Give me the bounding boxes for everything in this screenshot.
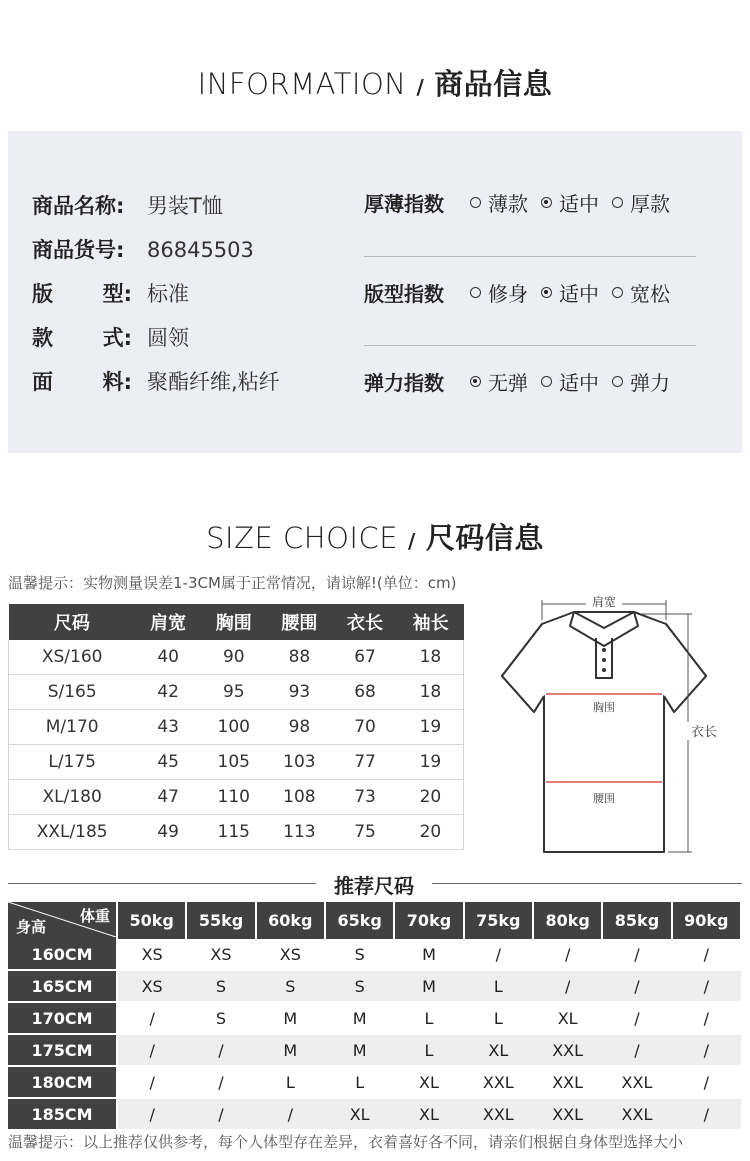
recommended-size-cell: XS — [186, 939, 255, 970]
recommended-size-cell: / — [186, 1066, 255, 1098]
table-cell: 93 — [267, 675, 333, 710]
size-column-header: 腰围 — [267, 604, 333, 640]
size-column-header: 尺码 — [9, 604, 136, 640]
size-column-header: 袖长 — [398, 604, 464, 640]
size-title-en: SIZE CHOICE — [206, 521, 399, 555]
recommended-size-cell: XXL — [602, 1066, 671, 1098]
table-cell: 88 — [267, 640, 333, 675]
radio-icon — [612, 376, 623, 387]
option-loose: 宽松 — [612, 278, 670, 307]
waist-label: 腰围 — [593, 792, 615, 805]
radio-selected-icon — [541, 287, 552, 298]
recommended-size-cell: S — [325, 970, 394, 1002]
recommended-size-cell: M — [325, 1002, 394, 1034]
table-cell: 67 — [332, 640, 398, 675]
table-cell: 19 — [398, 745, 464, 780]
corner-weight-label: 体重 — [79, 907, 110, 925]
info-title-zh: 商品信息 — [434, 67, 553, 101]
size-column-header: 衣长 — [332, 604, 398, 640]
recommended-size-cell: M — [325, 1034, 394, 1066]
info-title-en: INFORMATION — [197, 67, 407, 101]
table-row — [9, 710, 464, 745]
height-row-header: 165CM — [8, 970, 117, 1002]
recommended-size-cell: XXL — [602, 1098, 671, 1130]
table-row — [9, 640, 464, 675]
table-row — [8, 939, 741, 970]
table-cell: XS/160 — [9, 640, 136, 675]
table-row — [8, 970, 741, 1002]
measurement-hint: 温馨提示：实物测量误差1-3CM属于正常情况，请谅解!(单位：cm) — [8, 574, 457, 592]
recommended-size-cell: / — [117, 1066, 186, 1098]
table-cell: S/165 — [9, 675, 136, 710]
size-column-header: 肩宽 — [135, 604, 201, 640]
divider — [364, 256, 696, 257]
detail-label: 面 料: — [32, 370, 132, 394]
table-cell: 95 — [201, 675, 267, 710]
table-row — [8, 1002, 741, 1034]
recommended-size-cell: L — [256, 1066, 325, 1098]
detail-label: 款 式: — [32, 326, 132, 350]
recommended-size-cell: XXL — [533, 1034, 602, 1066]
divider — [364, 345, 696, 346]
detail-label: 版 型: — [32, 282, 132, 306]
chest-label: 胸围 — [593, 701, 615, 714]
recommended-size-cell: XL — [533, 1002, 602, 1034]
recommended-size-cell: / — [117, 1098, 186, 1130]
size-title-separator: / — [408, 529, 416, 553]
size-table — [8, 604, 464, 850]
index-row-stretch — [364, 367, 696, 396]
detail-label: 商品名称: — [32, 194, 125, 218]
option-thick: 厚款 — [612, 188, 670, 217]
divider — [8, 883, 316, 884]
index-row-thickness — [364, 188, 696, 217]
table-cell: 19 — [398, 710, 464, 745]
table-cell: 90 — [201, 640, 267, 675]
recommended-size-cell: / — [672, 1034, 741, 1066]
table-cell: 20 — [398, 815, 464, 850]
recommended-size-cell: XS — [117, 970, 186, 1002]
size-column-header: 胸围 — [201, 604, 267, 640]
index-label: 厚薄指数 — [364, 192, 444, 216]
detail-value: 圆领 — [147, 326, 189, 350]
recommended-size-cell: S — [186, 1002, 255, 1034]
recommended-size-cell: L — [464, 1002, 533, 1034]
recommend-table — [8, 902, 742, 1131]
button — [602, 648, 606, 652]
recommended-size-cell: M — [394, 970, 463, 1002]
recommended-size-cell: / — [602, 970, 671, 1002]
weight-column-header: 90kg — [672, 902, 741, 939]
table-row — [9, 745, 464, 780]
corner-cell — [8, 902, 117, 939]
table-cell: 45 — [135, 745, 201, 780]
detail-value: 标准 — [147, 282, 189, 306]
table-cell: 108 — [267, 780, 333, 815]
weight-column-header: 55kg — [186, 902, 255, 939]
table-cell: 68 — [332, 675, 398, 710]
recommended-size-cell: XS — [117, 939, 186, 970]
recommended-size-cell: M — [256, 1034, 325, 1066]
weight-column-header: 65kg — [325, 902, 394, 939]
detail-label: 商品货号: — [32, 238, 125, 262]
size-table-header — [9, 604, 464, 640]
weight-column-header: 50kg — [117, 902, 186, 939]
table-cell: 77 — [332, 745, 398, 780]
recommend-table-body — [8, 939, 741, 1130]
size-table-body — [9, 640, 464, 850]
detail-style-row — [32, 322, 189, 352]
table-cell: 42 — [135, 675, 201, 710]
detail-fabric-row — [32, 366, 280, 396]
left-sleeve — [502, 624, 544, 712]
recommended-size-cell: / — [672, 970, 741, 1002]
radio-icon — [470, 287, 481, 298]
radio-icon — [612, 287, 623, 298]
table-cell: 113 — [267, 815, 333, 850]
recommended-size-cell: / — [117, 1002, 186, 1034]
recommended-size-cell: / — [672, 1002, 741, 1034]
corner-height-label: 身高 — [16, 918, 47, 936]
height-row-header: 175CM — [8, 1034, 117, 1066]
table-row — [8, 1066, 741, 1098]
size-title-zh: 尺码信息 — [425, 521, 544, 555]
recommended-size-cell: / — [602, 1034, 671, 1066]
length-label: 衣长 — [690, 725, 718, 740]
table-cell: 105 — [201, 745, 267, 780]
option-no-stretch: 无弹 — [470, 367, 528, 396]
option-stretch: 弹力 — [612, 367, 670, 396]
recommended-size-cell: / — [672, 939, 741, 970]
table-row — [9, 815, 464, 850]
recommended-size-cell: XL — [464, 1034, 533, 1066]
radio-icon — [470, 197, 481, 208]
option-medium: 适中 — [541, 188, 599, 217]
recommended-size-cell: L — [464, 970, 533, 1002]
recommended-size-cell: XXL — [464, 1098, 533, 1130]
recommended-size-cell: / — [533, 970, 602, 1002]
weight-column-header: 75kg — [464, 902, 533, 939]
recommended-size-cell: / — [672, 1066, 741, 1098]
recommended-size-cell: / — [186, 1034, 255, 1066]
recommend-footnote: 温馨提示：以上推荐仅供参考，每个人体型存在差异，衣着喜好各不同，请亲们根据自身体型选择大小 — [8, 1133, 684, 1151]
height-row-header: 160CM — [8, 939, 117, 970]
table-cell: 115 — [201, 815, 267, 850]
recommended-size-cell: / — [602, 939, 671, 970]
recommended-size-cell: M — [394, 939, 463, 970]
detail-value: 男装T恤 — [147, 194, 223, 218]
recommended-size-cell: L — [394, 1034, 463, 1066]
size-section-title — [0, 516, 750, 557]
recommended-size-cell: S — [325, 939, 394, 970]
weight-column-header: 85kg — [602, 902, 671, 939]
recommended-size-cell: / — [117, 1034, 186, 1066]
recommended-size-cell: S — [256, 970, 325, 1002]
table-cell: 75 — [332, 815, 398, 850]
table-row — [9, 675, 464, 710]
recommended-size-cell: XXL — [533, 1066, 602, 1098]
table-cell: 98 — [267, 710, 333, 745]
detail-value: 聚酯纤维,粘纤 — [147, 370, 280, 394]
table-cell: 110 — [201, 780, 267, 815]
table-cell: 40 — [135, 640, 201, 675]
radio-icon — [612, 197, 623, 208]
table-cell: L/175 — [9, 745, 136, 780]
table-cell: 73 — [332, 780, 398, 815]
option-medium-stretch: 适中 — [541, 367, 599, 396]
table-cell: 100 — [201, 710, 267, 745]
option-thin: 薄款 — [470, 188, 528, 217]
index-label: 版型指数 — [364, 282, 444, 306]
table-cell: M/170 — [9, 710, 136, 745]
button — [602, 668, 606, 672]
table-cell: XXL/185 — [9, 815, 136, 850]
detail-sku-row — [32, 234, 254, 264]
height-row-header: 170CM — [8, 1002, 117, 1034]
table-cell: 103 — [267, 745, 333, 780]
recommended-size-cell: / — [602, 1002, 671, 1034]
table-cell: 18 — [398, 675, 464, 710]
height-row-header: 185CM — [8, 1098, 117, 1130]
table-cell: 47 — [135, 780, 201, 815]
recommend-title: 推荐尺码 — [334, 874, 414, 898]
recommended-size-cell: / — [186, 1098, 255, 1130]
index-row-fit — [364, 278, 696, 307]
table-cell: 70 — [332, 710, 398, 745]
shoulder-label: 肩宽 — [591, 595, 617, 609]
divider — [432, 883, 742, 884]
recommended-size-cell: / — [464, 939, 533, 970]
weight-column-header: 60kg — [256, 902, 325, 939]
radio-icon — [541, 376, 552, 387]
table-cell: 18 — [398, 640, 464, 675]
recommended-size-cell: XXL — [533, 1098, 602, 1130]
detail-fit-row — [32, 278, 189, 308]
recommended-size-cell: M — [256, 1002, 325, 1034]
radio-selected-icon — [541, 197, 552, 208]
table-cell: XL/180 — [9, 780, 136, 815]
table-row — [8, 1098, 741, 1130]
weight-column-header: 80kg — [533, 902, 602, 939]
table-cell: 49 — [135, 815, 201, 850]
recommended-size-cell: / — [533, 939, 602, 970]
recommend-table-header — [8, 902, 741, 939]
recommended-size-cell: XL — [394, 1066, 463, 1098]
button — [602, 658, 606, 662]
recommended-size-cell: XL — [325, 1098, 394, 1130]
recommended-size-cell: XS — [256, 939, 325, 970]
height-row-header: 180CM — [8, 1066, 117, 1098]
recommended-size-cell: XL — [394, 1098, 463, 1130]
table-row — [8, 1034, 741, 1066]
table-cell: 43 — [135, 710, 201, 745]
detail-name-row — [32, 190, 223, 220]
recommended-size-cell: XXL — [464, 1066, 533, 1098]
table-row — [9, 780, 464, 815]
option-regular: 适中 — [541, 278, 599, 307]
right-sleeve — [664, 624, 706, 712]
index-label: 弹力指数 — [364, 371, 444, 395]
recommended-size-cell: / — [256, 1098, 325, 1130]
recommended-size-cell: L — [394, 1002, 463, 1034]
recommended-size-cell: S — [186, 970, 255, 1002]
radio-selected-icon — [470, 376, 481, 387]
info-section-title — [0, 62, 750, 103]
shirt-diagram — [492, 586, 728, 862]
info-title-separator: / — [416, 75, 425, 99]
table-cell: 20 — [398, 780, 464, 815]
weight-column-header: 70kg — [394, 902, 463, 939]
recommended-size-cell: / — [672, 1098, 741, 1130]
detail-value: 86845503 — [147, 238, 254, 262]
recommended-size-cell: L — [325, 1066, 394, 1098]
option-slim: 修身 — [470, 278, 528, 307]
